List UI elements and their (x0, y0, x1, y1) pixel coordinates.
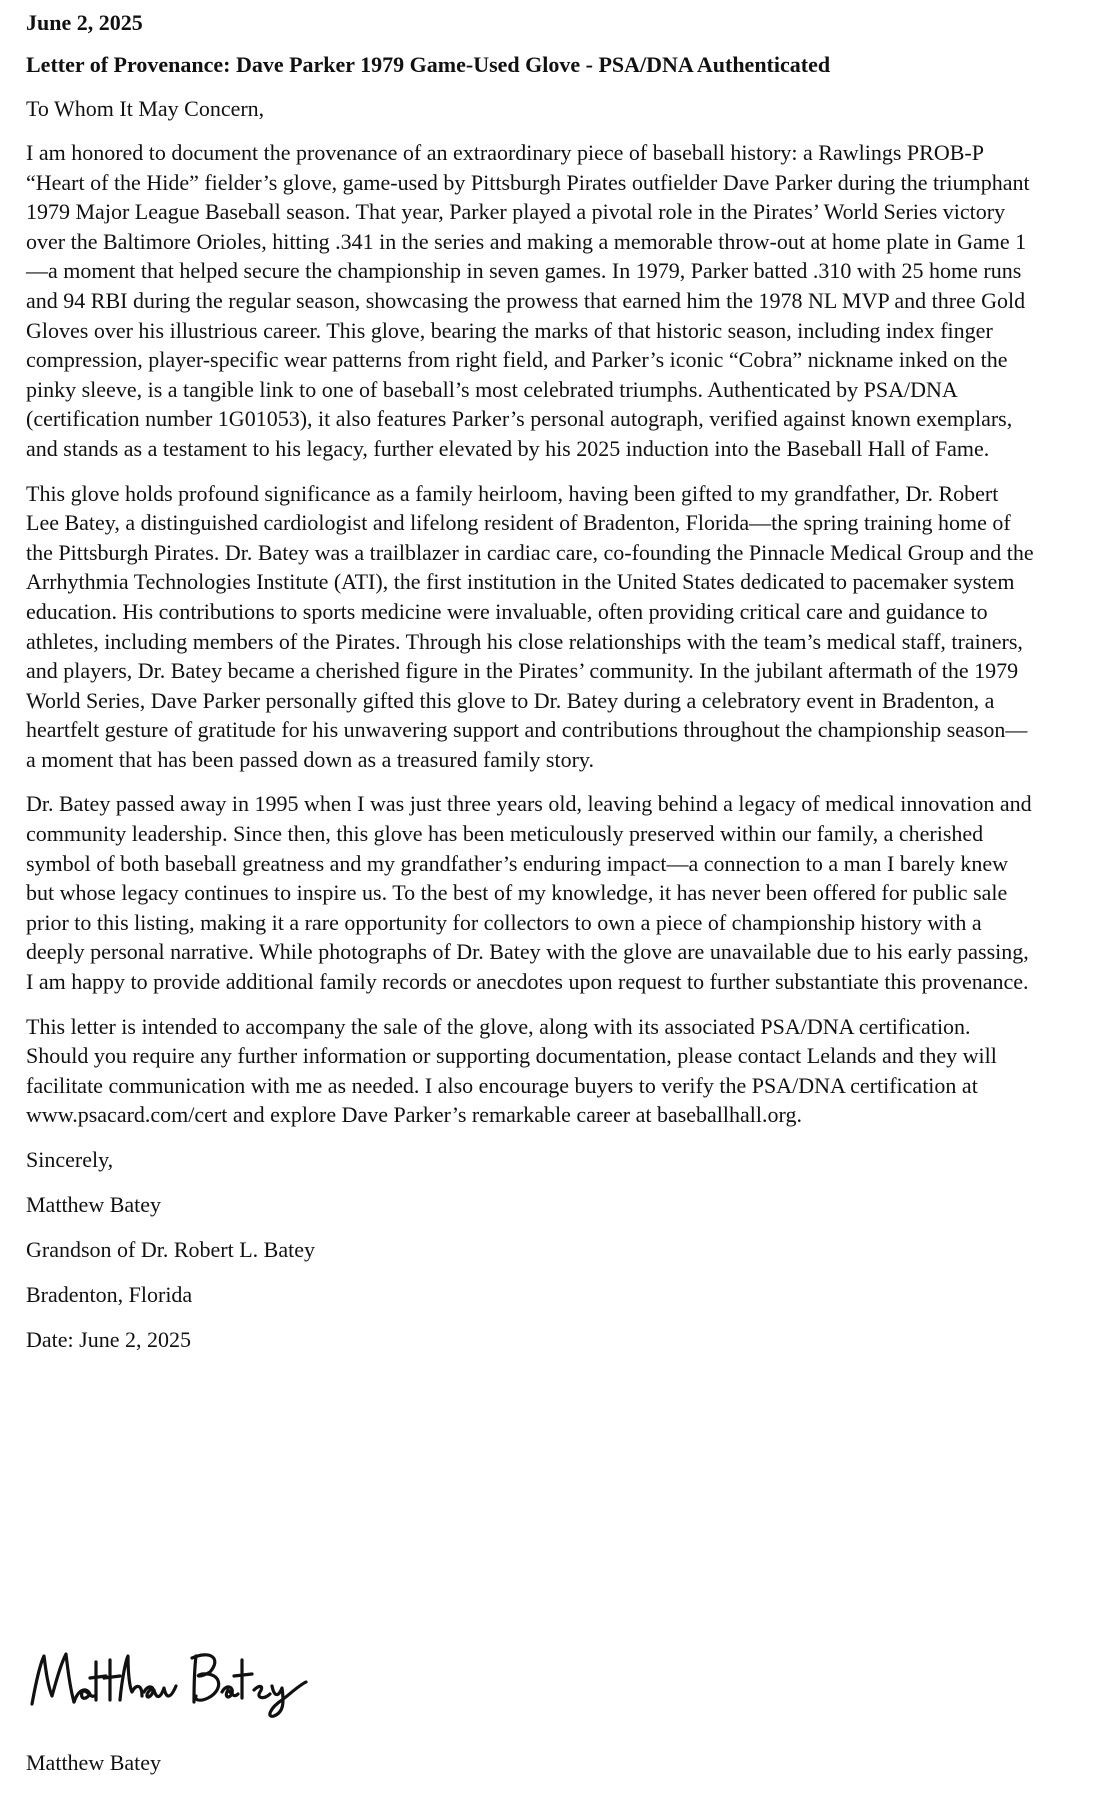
paragraph-heirloom: This glove holds profound significance as a family heirloom, having been gifted to my grandfather, Dr. Robert Lee Batey, a distinguished cardiologist and lifelong resident of Bradenton, Florida—the spring training home of the Pittsburgh Pirates. Dr. Batey was a trailblazer in cardiac care, co-founding the Pinnacle Medical Group and the Arrhythmia Technologies Institute (ATI), the first institution in the United States dedicated to pacemaker system education. His contributions to sports medicine were invaluable, often providing critical care and guidance to athletes, including members of the Pirates. Through his close relationships with the team’s medical staff, trainers, and players, Dr. Batey became a cherished figure in the Pirates’ community. In the jubilant aftermath of the 1979 World Series, Dave Parker personally gifted this glove to Dr. Batey during a celebratory event in Bradenton, a heartfelt gesture of gratitude for his unwavering support and contributions throughout the championship season—a moment that has been passed down as a treasured family story. (26, 480, 1034, 772)
letter-salutation: To Whom It May Concern, (26, 96, 265, 121)
closing-date: Date: June 2, 2025 (26, 1327, 191, 1352)
closing-name: Matthew Batey (26, 1192, 162, 1217)
handwritten-signature (26, 1642, 326, 1722)
paragraph-preservation: Dr. Batey passed away in 1995 when I was just three years old, leaving behind a legacy of medical innovation and community leadership. Since then, this glove has been meticulously preserved within our family, a cherished symbol of both baseball greatness and my grandfather’s enduring impact—a connection to a man I barely knew but whose legacy continues to inspire us. To the best of my knowledge, it has never been offered for public sale prior to this listing, making it a rare opportunity for collectors to own a piece of championship history with a deeply personal narrative. While photographs of Dr. Batey with the glove are unavailable due to his early passing, I am happy to provide additional family records or anecdotes upon request to further substantiate this provenance. (26, 791, 1032, 995)
letter-date: June 2, 2025 (26, 10, 143, 35)
closing-relation: Grandson of Dr. Robert L. Batey (26, 1237, 315, 1262)
paragraph-sale: This letter is intended to accompany the sale of the glove, along with its associated PSA/DNA certification. Should you require any further information or supporting documentation, please contact Lelands and they will facilitate communication with me as needed. I also encourage buyers to verify the PSA/DNA certification at www.psacard.com/cert and explore Dave Parker’s remarkable career at baseballhall.org. (26, 1013, 997, 1128)
paragraph-provenance: I am honored to document the provenance of an extraordinary piece of baseball history: a Rawlings PROB-P “Heart of the Hide” fielder’s glove, game-used by Pittsburgh Pirates outfielder Dave Parker during the triumphant 1979 Major League Baseball season. That year, Parker played a pivotal role in the Pirates’ World Series victory over the Baltimore Orioles, hitting .341 in the series and making a memorable throw-out at home plate in Game 1—a moment that helped secure the championship in seven games. In 1979, Parker batted .310 with 25 home runs and 94 RBI during the regular season, showcasing the prowess that earned him the 1978 NL MVP and three Gold Gloves over his illustrious career. This glove, bearing the marks of that historic season, including index finger compression, player-specific wear patterns from right field, and Parker’s iconic “Cobra” nickname inked on the pinky sleeve, is a tangible link to one of baseball’s most celebrated triumphs. Authenticated by PSA/DNA (certification number 1G01053), it also features Parker’s personal autograph, verified against known exemplars, and stands as a testament to his legacy, further elevated by his 2025 induction into the Baseball Hall of Fame. (26, 140, 1030, 461)
closing-valediction: Sincerely, (26, 1147, 114, 1172)
letter-subject: Letter of Provenance: Dave Parker 1979 Game-Used Glove - PSA/DNA Authenticated (26, 52, 831, 77)
closing-location: Bradenton, Florida (26, 1282, 193, 1307)
letter-body (26, 8, 1036, 1775)
signer-name: Matthew Batey (26, 1750, 162, 1775)
